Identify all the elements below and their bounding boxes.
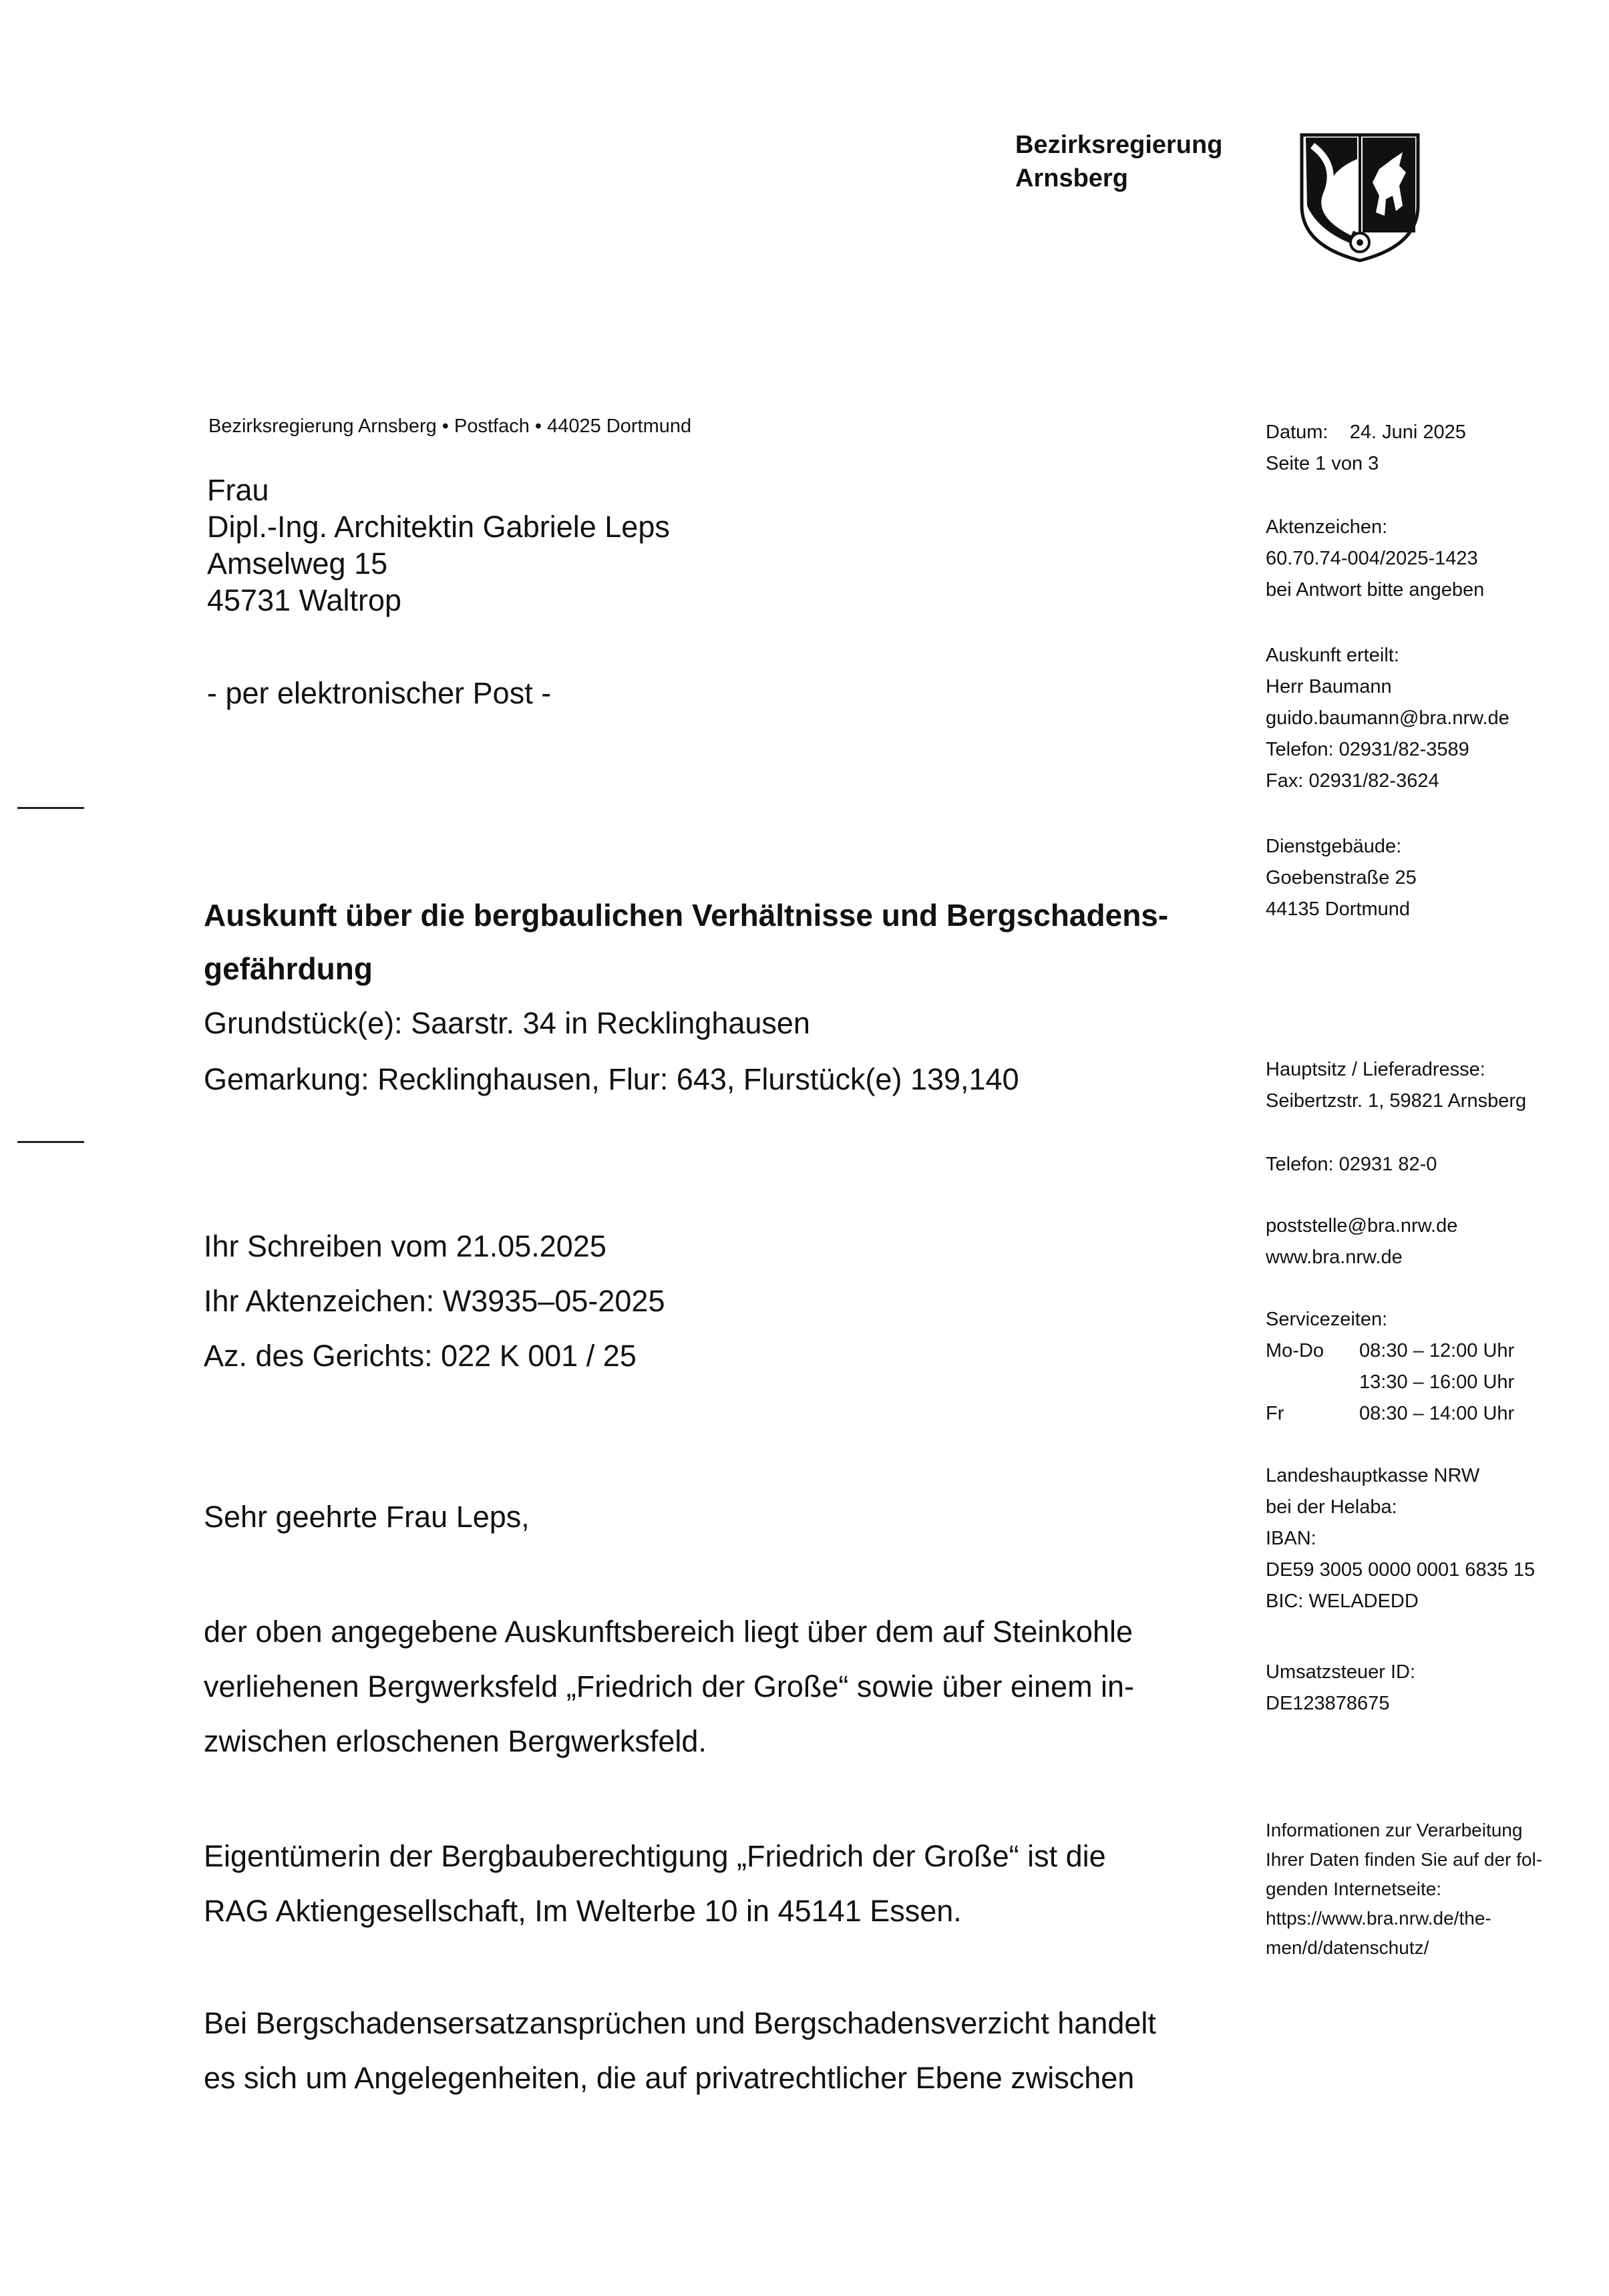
sidebar-file-reference xyxy=(1266,512,1600,606)
iban-label: IBAN: xyxy=(1266,1528,1316,1549)
building-city: 44135 Dortmund xyxy=(1266,898,1411,920)
service-time: 08:30 – 14:00 Uhr xyxy=(1359,1403,1515,1424)
paragraph-line: RAG Aktiengesellschaft, Im Welterbe 10 in 45141 Essen. xyxy=(204,1894,962,1928)
sidebar-headquarters xyxy=(1266,1054,1600,1117)
service-label: Servicezeiten: xyxy=(1266,1309,1388,1330)
date-label: Datum: xyxy=(1266,422,1328,443)
service-row xyxy=(1266,1335,1600,1367)
privacy-line: genden Internetseite: xyxy=(1266,1878,1442,1899)
bic-value: BIC: WELADEDD xyxy=(1266,1591,1419,1612)
organization-name xyxy=(1015,128,1222,195)
privacy-link[interactable]: men/d/datenschutz/ xyxy=(1266,1937,1429,1958)
file-note: bei Antwort bitte angeben xyxy=(1266,579,1485,601)
vat-id: DE123878675 xyxy=(1266,1693,1390,1714)
office-email: poststelle@bra.nrw.de xyxy=(1266,1215,1458,1237)
sidebar-service-hours xyxy=(1266,1304,1600,1430)
privacy-line: Informationen zur Verarbeitung xyxy=(1266,1820,1523,1840)
bank-via: bei der Helaba: xyxy=(1266,1496,1397,1518)
nrw-coat-of-arms-icon xyxy=(1299,132,1421,263)
sidebar-contact xyxy=(1266,640,1600,797)
sidebar-privacy-note xyxy=(1266,1816,1600,1963)
subject-title-line-2: gefährdung xyxy=(204,951,373,986)
vat-label: Umsatzsteuer ID: xyxy=(1266,1661,1415,1683)
recipient-city: 45731 Waltrop xyxy=(207,583,402,617)
recipient-name: Dipl.-Ing. Architektin Gabriele Leps xyxy=(207,510,670,544)
sidebar-bank xyxy=(1266,1460,1600,1617)
greeting: Sehr geehrte Frau Leps, xyxy=(204,1500,530,1534)
sidebar-hq-phone: Telefon: 02931 82-0 xyxy=(1266,1154,1437,1175)
hq-label: Hauptsitz / Lieferadresse: xyxy=(1266,1059,1485,1080)
subject-block xyxy=(204,888,1246,1108)
sidebar-date-block xyxy=(1266,417,1600,480)
service-day: Mo-Do xyxy=(1266,1340,1324,1361)
contact-label: Auskunft erteilt: xyxy=(1266,645,1399,666)
date-row xyxy=(1266,417,1600,448)
paragraph-line: Eigentümerin der Bergbauberechtigung „Friedrich der Große“ ist die xyxy=(204,1839,1106,1873)
page-count: Seite 1 von 3 xyxy=(1266,453,1379,474)
paragraph-line: zwischen erloschenen Bergwerksfeld. xyxy=(204,1724,707,1758)
file-value: 60.70.74-004/2025-1423 xyxy=(1266,548,1478,569)
body-paragraph-1 xyxy=(204,1605,1232,1769)
service-day xyxy=(1266,1367,1359,1398)
building-street: Goebenstraße 25 xyxy=(1266,867,1417,888)
date-value: 24. Juni 2025 xyxy=(1349,422,1466,443)
reference-block xyxy=(204,1219,665,1383)
fold-mark-bottom xyxy=(17,1141,84,1143)
service-time: 13:30 – 16:00 Uhr xyxy=(1359,1371,1515,1393)
recipient-salutation: Frau xyxy=(207,473,269,507)
paragraph-line: verliehenen Bergwerksfeld „Friedrich der Große“ sowie über einem in- xyxy=(204,1669,1135,1703)
service-row xyxy=(1266,1367,1600,1398)
org-line-1: Bezirksregierung xyxy=(1015,131,1223,159)
paragraph-line: Bei Bergschadensersatzansprüchen und Bergschadensverzicht handelt xyxy=(204,2006,1156,2040)
paragraph-line: der oben angegebene Auskunftsbereich liegt über dem auf Steinkohle xyxy=(204,1615,1133,1649)
privacy-line: Ihrer Daten finden Sie auf der fol- xyxy=(1266,1849,1543,1870)
iban-value: DE59 3005 0000 0001 6835 15 xyxy=(1266,1559,1536,1581)
subject-title-line-1: Auskunft über die bergbaulichen Verhältnisse und Bergschadens- xyxy=(204,898,1169,933)
service-row xyxy=(1266,1398,1600,1430)
service-time: 08:30 – 12:00 Uhr xyxy=(1359,1340,1515,1361)
contact-email: guido.baumann@bra.nrw.de xyxy=(1266,707,1509,729)
bank-name: Landeshauptkasse NRW xyxy=(1266,1465,1480,1486)
org-line-2: Arnsberg xyxy=(1015,164,1128,192)
reference-court: Az. des Gerichts: 022 K 001 / 25 xyxy=(204,1339,637,1373)
sidebar-building xyxy=(1266,831,1600,925)
subject-district: Gemarkung: Recklinghausen, Flur: 643, Flurstück(e) 139,140 xyxy=(204,1062,1019,1096)
contact-phone: Telefon: 02931/82-3589 xyxy=(1266,739,1469,760)
file-label: Aktenzeichen: xyxy=(1266,516,1388,538)
body-paragraph-2 xyxy=(204,1829,1232,1939)
recipient-street: Amselweg 15 xyxy=(207,546,388,581)
contact-fax: Fax: 02931/82-3624 xyxy=(1266,770,1439,792)
sender-return-address: Bezirksregierung Arnsberg • Postfach • 44025 Dortmund xyxy=(208,416,692,437)
body-paragraph-3 xyxy=(204,1996,1232,2106)
paragraph-line: es sich um Angelegenheiten, die auf privatrechtlicher Ebene zwischen xyxy=(204,2061,1135,2095)
sidebar-web xyxy=(1266,1210,1600,1273)
service-day: Fr xyxy=(1266,1403,1284,1424)
building-label: Dienstgebäude: xyxy=(1266,836,1402,857)
recipient-address xyxy=(207,472,670,619)
reference-your-ref: Ihr Aktenzeichen: W3935–05-2025 xyxy=(204,1284,665,1318)
sidebar-vat xyxy=(1266,1657,1600,1719)
website: www.bra.nrw.de xyxy=(1266,1247,1403,1268)
fold-mark-top xyxy=(17,807,84,809)
contact-name: Herr Baumann xyxy=(1266,676,1392,697)
hq-address: Seibertzstr. 1, 59821 Arnsberg xyxy=(1266,1090,1527,1112)
reference-letter: Ihr Schreiben vom 21.05.2025 xyxy=(204,1229,606,1263)
subject-property: Grundstück(e): Saarstr. 34 in Recklinghausen xyxy=(204,1006,810,1040)
privacy-link[interactable]: https://www.bra.nrw.de/the- xyxy=(1266,1908,1491,1929)
delivery-note: - per elektronischer Post - xyxy=(207,676,552,710)
